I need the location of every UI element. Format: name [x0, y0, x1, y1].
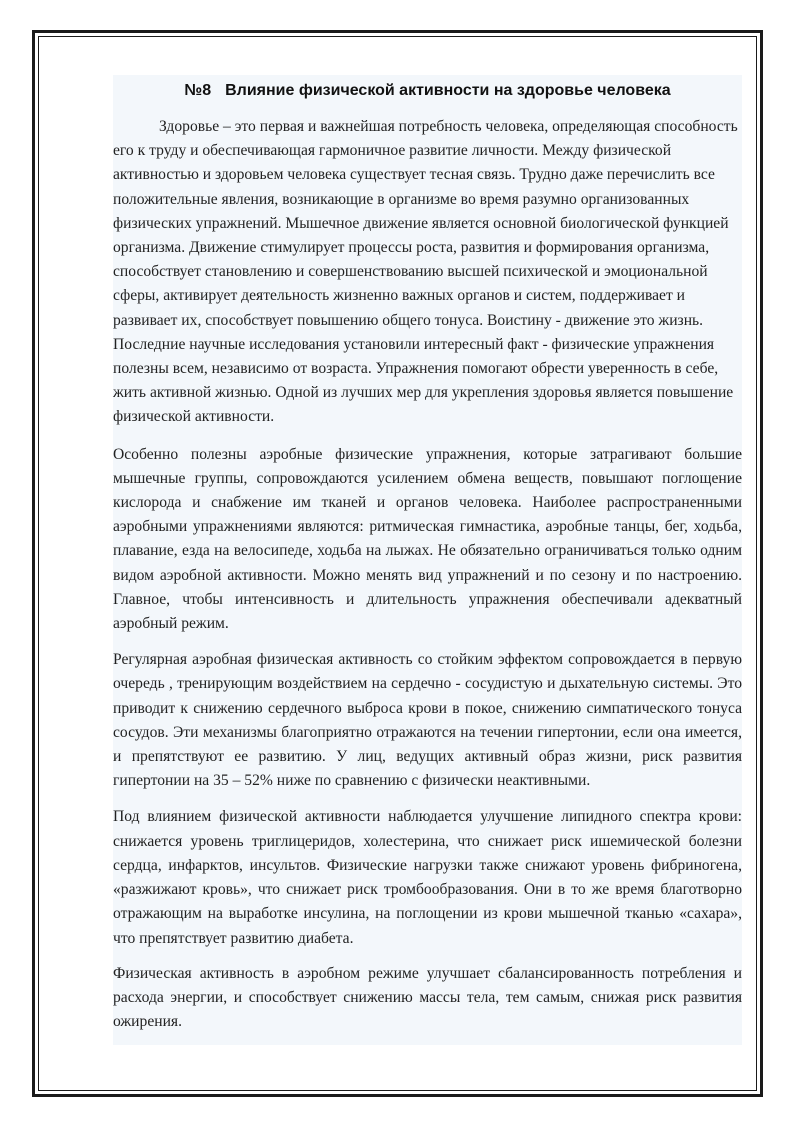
document-body	[113, 75, 742, 1045]
paragraph-1: Здоровье – это первая и важнейшая потребность человека, определяющая способность его к труду и обеспечивающая гармоничное развитие личности. Между физической активностью и здоровьем человека существует тесная связь. Трудно даже перечислить все положительные явления, возникающие в организме во время разумно организованных физических упражнений. Мышечное движение является основной биологической функцией организма. Движение стимулирует процессы роста, развития и формирования организма, способствует становлению и совершенствованию высшей психической и эмоциональной сферы, активирует деятельность жизненно важных органов и систем, поддерживает и развивает их, способствует повышению общего тонуса. Воистину - движение это жизнь. Последние научные исследования установили интересный факт - физические упражнения полезны всем, независимо от возраста. Упражнения помогают обрести уверенность в себе, жить активной жизнью. Одной из лучших мер для укрепления здоровья является повышение физической активности.	[113, 118, 738, 426]
paragraph-5: Физическая активность в аэробном режиме улучшает сбалансированность потребления и расхода энергии, и способствует снижению массы тела, тем самым, снижая риск развития ожирения.	[113, 964, 742, 1031]
paragraph-4: Под влиянием физической активности наблюдается улучшение липидного спектра крови: снижается уровень триглицеридов, холестерина, что снижает риск ишемической болезни сердца, инфарктов, инсультов. Физические нагрузки также снижают уровень фибриногена, «разжижают кровь», что снижает риск тромбообразования. Они в то же время благотворно отражающим на выработке инсулина, на поглощении из крови мышечной тканью «сахара», что препятствует развитию диабета.	[113, 808, 742, 947]
title-text: Влияние физической активности на здоровье человека	[225, 82, 671, 99]
paragraph-2: Особенно полезны аэробные физические упражнения, которые затрагивают большие мышечные группы, сопровождаются усилением обмена веществ, повышают поглощение кислорода и снабжение им тканей и органов человека. Наиболее распространенными аэробными упражнениями являются: ритмическая гимнастика, аэробные танцы, бег, ходьба, плавание, езда на велосипеде, ходьба на лыжах. Не обязательно ограничиваться только одним видом аэробной активности. Можно менять вид упражнений и по сезону и по настроению. Главное, чтобы интенсивность и длительность упражнения обеспечивали адекватный аэробный режим.	[113, 445, 742, 633]
document-title	[113, 75, 742, 104]
title-number: №8	[184, 82, 212, 99]
paragraph-3: Регулярная аэробная физическая активность со стойким эффектом сопровождается в первую очередь , тренирующим воздействием на сердечно - сосудистую и дыхательную системы. Это приводит к снижению сердечного выброса крови в покое, снижению симпатического тонуса сосудов. Эти механизмы благоприятно отражаются на течении гипертонии, если она имеется, и препятствуют ее развитию. У лиц, ведущих активный образ жизни, риск развития гипертонии на 35 – 52% ниже по сравнению с физически неактивными.	[113, 651, 742, 790]
